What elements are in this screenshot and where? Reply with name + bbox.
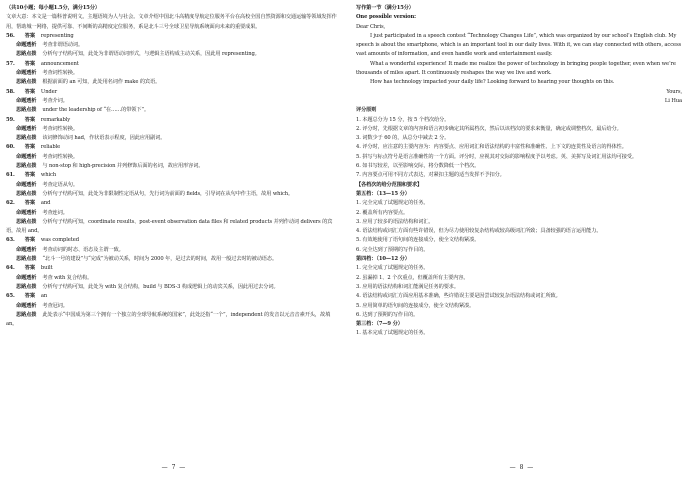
scoring-rule: 2. 评分时，先根据文章的内容和语言初步确定其所属档次，然后以该档次的要求来衡量，确定或调整档次，最后给分。 [356, 125, 622, 132]
explanation-text: under the leadership of “在……的带领下”。 [42, 107, 150, 114]
scoring-rule: 4. 评分时，应注意的主要内容为：内容要点、应用词汇和语法结构的丰富性和准确性、上下文的连贯性及语言的得体性。 [356, 144, 627, 151]
explanation-tag: 命题透析 [16, 274, 37, 281]
article-summary: 文章大意：本文是一篇科普说明文。主题语境为人与社会。文章介绍中国北斗高精度导航定位服务平台在高校全国自然资源和交通运输等领域发挥作用，帮助城一网络，提供可靠、不间断的高精度定位服务，系是北斗三号全球卫星导航系统面向未来的重要成果。 [6, 14, 337, 30]
item-number: 62. [6, 200, 15, 207]
answer-explanation [6, 97, 342, 106]
item-number: 64. [6, 265, 15, 272]
explanation-tag: 命题透析 [16, 70, 37, 77]
answer-value: remarkably [40, 116, 71, 123]
explanation-tag: 命题透析 [16, 246, 37, 253]
answer-label: 答案 [24, 172, 35, 179]
letter-paragraph: How has technology impacted your daily life? Looking forward to hearing your thoughts on this. [370, 79, 615, 86]
explanation-text: 考查词性转换。 [42, 125, 78, 132]
explanation-tag: 命题透析 [16, 181, 37, 188]
explanation-text: 分析句子结构可知，coordinate results、post-event observation data files 和 related products 并列作动词 delivers 的宾语，故用 and。 [6, 218, 333, 235]
answer-item-head [6, 32, 342, 41]
left-page-number: — 7 — [161, 463, 187, 471]
right-page [356, 4, 688, 474]
answer-explanation [6, 153, 342, 162]
answer-explanation [6, 78, 342, 87]
answer-explanation [6, 69, 342, 78]
item-number: 63. [6, 237, 15, 244]
answer-label: 答案 [24, 293, 35, 300]
scoring-rule: 1. 本题总分为 15 分，按 5 个档次给分。 [356, 116, 450, 123]
answer-value: and [40, 200, 51, 207]
answer-explanation [6, 181, 342, 190]
explanation-text: 分析句子结构可知，此处为非限制性定语从句，先行词为前面的 fields，引导词在从句中作主语，故用 which。 [42, 190, 294, 197]
letter-paragraph: What a wonderful experience! It made me realize the power of technology in bringing people together, even when we’re thousands of miles apart. It continuously reshapes the way we live and work. [356, 60, 676, 77]
answer-item-head [6, 60, 342, 69]
explanation-tag: 思路点拨 [16, 135, 37, 142]
answer-explanation [6, 246, 342, 255]
answer-explanation [6, 283, 342, 292]
criteria-title: 【各档次的给分范围和要求】 [356, 181, 423, 188]
explanation-tag: 命题透析 [16, 42, 37, 49]
answer-explanation [6, 218, 342, 237]
answer-explanation [6, 106, 342, 115]
explanation-tag: 思路点拨 [16, 218, 37, 225]
scoring-rules [356, 116, 688, 181]
explanation-text: 考查词性转换。 [42, 70, 78, 77]
item-number: 58. [6, 88, 15, 95]
explanation-text: 考查介词。 [42, 97, 68, 104]
item-number: 61. [6, 172, 15, 179]
scoring-rule: 6. 如书写较差，以至影响交际，将分数降低一个档次。 [356, 163, 480, 170]
band-criterion: 6. 达到了预期的写作目的。 [356, 311, 419, 318]
letter-closing: Yours, [666, 88, 682, 95]
band-title: 第五档：（13—15 分） [356, 190, 410, 197]
explanation-text: 此处表示“中国成为第三个拥有一个独立的全球导航系统的国家”，此处泛指“一个”，independent 的发音以元音音素开头，故填 an。 [6, 311, 331, 328]
band-criterion: 4. 语法结构或词汇方面应用基本准确，些许错误主要是因尝试较复杂语法结构或词汇所致。 [356, 293, 561, 300]
answer-explanation [6, 50, 342, 59]
answer-explanation [6, 209, 342, 218]
item-number: 56. [6, 32, 15, 39]
left-header: （共10小题；每小题1.5分，满分15分） [6, 5, 100, 11]
answer-label: 答案 [24, 88, 35, 95]
answer-explanation [6, 255, 342, 264]
letter-paragraph: I just participated in a speech contest “Technology Changes Life”, which was organized by our school’s English club. My speech is about the smartphone, which is an important tool in our daily lives. With it, we can stay connected with others, access vast amounts of information, and even handle work and entertainment easily. [356, 32, 682, 58]
answer-explanation [6, 41, 342, 50]
answer-value: Under [40, 88, 58, 95]
item-number: 57. [6, 60, 15, 67]
letter-greeting: Dear Chris, [356, 23, 386, 30]
band-criterion: 5. 应用简单的语句间的连接成分，使全文结构紧凑。 [356, 302, 475, 309]
answer-label: 答案 [24, 144, 35, 151]
explanation-tag: 思路点拨 [16, 107, 37, 114]
answer-explanation [6, 302, 342, 311]
answer-item-head [6, 236, 342, 245]
band-criterion: 5. 有效地使用了语句间的连接成分，使全文结构紧凑。 [356, 237, 480, 244]
band-title: 第三档：（7—9 分） [356, 321, 403, 328]
explanation-tag: 思路点拨 [16, 51, 37, 58]
left-page [6, 4, 342, 474]
answer-value: reliable [40, 144, 61, 151]
band-criterion: 1. 完全完成了试题规定的任务。 [356, 265, 429, 272]
band-criterion: 3. 应用的语法结构和词汇能满足任务的要求。 [356, 283, 459, 290]
answer-item-head [6, 171, 342, 180]
explanation-tag: 命题透析 [16, 153, 37, 160]
answer-label: 答案 [24, 116, 35, 123]
answer-items [6, 32, 342, 330]
answer-item-head [6, 88, 342, 97]
band-criterion: 3. 应用了较多的语法结构和词汇。 [356, 218, 434, 225]
answer-item-head [6, 264, 342, 273]
answer-explanation [6, 134, 342, 143]
answer-label: 答案 [24, 60, 35, 67]
writing-section-title: 写作第一节（满分15分） [356, 5, 414, 11]
sample-version-label: One possible version: [356, 14, 416, 21]
answer-item-head [6, 143, 342, 152]
answer-value: which [40, 172, 57, 179]
answer-explanation [6, 125, 342, 134]
band-criterion: 6. 完全达到了预期的写作目的。 [356, 246, 429, 253]
explanation-tag: 思路点拨 [16, 283, 37, 290]
explanation-text: 考查 with 复合结构。 [42, 274, 93, 281]
answer-label: 答案 [24, 265, 35, 272]
explanation-tag: 命题透析 [16, 125, 37, 132]
score-bands [356, 190, 688, 339]
explanation-text: 考查非谓语动词。 [42, 42, 84, 49]
band-criterion: 2. 虽漏掉 1、2 个次重点，但覆盖所有主要内容。 [356, 274, 469, 281]
explanation-tag: 思路点拨 [16, 256, 37, 263]
explanation-tag: 思路点拨 [16, 163, 37, 170]
item-number: 59. [6, 116, 15, 123]
answer-value: announcement [40, 60, 79, 67]
explanation-text: 考查冠词。 [42, 302, 68, 309]
answer-item-head [6, 116, 342, 125]
explanation-text: 考查动词的时态、语态及主谓一致。 [42, 246, 124, 253]
explanation-text: 根据前面的 an 可知，此处用名词作 make 的宾语。 [42, 79, 161, 86]
explanation-text: 考查词性转换。 [42, 153, 78, 160]
answer-value: was completed [40, 237, 79, 244]
band-criterion: 4. 语法结构或词汇方面有些许错误，但为尽力使用较复杂结构或较高级词汇所致；具备较强的语言运用能力。 [356, 228, 602, 235]
explanation-tag: 思路点拨 [16, 311, 37, 318]
explanation-text: 考查定语从句。 [42, 181, 78, 188]
answer-item-head [6, 292, 342, 301]
band-criterion: 1. 基本完成了试题规定的任务。 [356, 330, 429, 337]
explanation-tag: 命题透析 [16, 209, 37, 216]
explanation-tag: 命题透析 [16, 302, 37, 309]
answer-label: 答案 [24, 32, 35, 39]
answer-value: representing [40, 32, 74, 39]
band-title: 第四档：（10—12 分） [356, 256, 410, 263]
explanation-tag: 思路点拨 [16, 190, 37, 197]
scoring-rule: 7. 内容要点可用不同方式表达，对紧扣主题的适当发挥不予扣分。 [356, 172, 505, 179]
explanation-tag: 思路点拨 [16, 79, 37, 86]
explanation-text: 考查连词。 [42, 209, 68, 216]
explanation-text: 分析句子结构可知，此处为非谓语动词形式，与逻辑主语构成主动关系，因此用 representing。 [42, 51, 260, 58]
explanation-text: 与 non-stop 和 high-precision 并列修饰后面的名词，故应用形容词。 [42, 163, 204, 170]
letter-signature: Li Hua [664, 97, 682, 104]
scoring-rule: 3. 词数少于 60 的，从总分中减去 2 分。 [356, 135, 450, 142]
right-page-number: — 8 — [509, 463, 535, 471]
explanation-tag: 命题透析 [16, 97, 37, 104]
explanation-text: “北斗一号的建设”与“完成”为被动关系，时间为 2000 年，是过去的时间，故用一般过去时的被动语态。 [42, 256, 278, 263]
answer-label: 答案 [24, 200, 35, 207]
band-criterion: 1. 完全完成了试题规定的任务。 [356, 200, 429, 207]
band-criterion: 2. 覆盖所有内容要点。 [356, 209, 409, 216]
scoring-rule: 5. 拼写与标点符号是语言准确性的一个方面。评分时，应视其对交际的影响程度予以考虑。英、美拼写及词汇用法均可接受。 [356, 153, 638, 160]
explanation-text: 该词修饰动词 had，作状语表示程度，因此应用副词。 [42, 135, 166, 142]
answer-explanation [6, 162, 342, 171]
answer-value: built [40, 265, 53, 272]
answer-label: 答案 [24, 237, 35, 244]
item-number: 60. [6, 144, 15, 151]
item-number: 65. [6, 293, 15, 300]
answer-explanation [6, 274, 342, 283]
explanation-text: 分析句子结构可知，此处为 with 复合结构，build 与 BDS-3 构成逻辑上的动宾关系，因此用过去分词。 [42, 283, 279, 290]
answer-explanation [6, 311, 342, 330]
answer-value: an [40, 293, 48, 300]
scoring-rules-title: 评分原则 [356, 107, 377, 114]
answer-item-head [6, 199, 342, 208]
answer-explanation [6, 190, 342, 199]
